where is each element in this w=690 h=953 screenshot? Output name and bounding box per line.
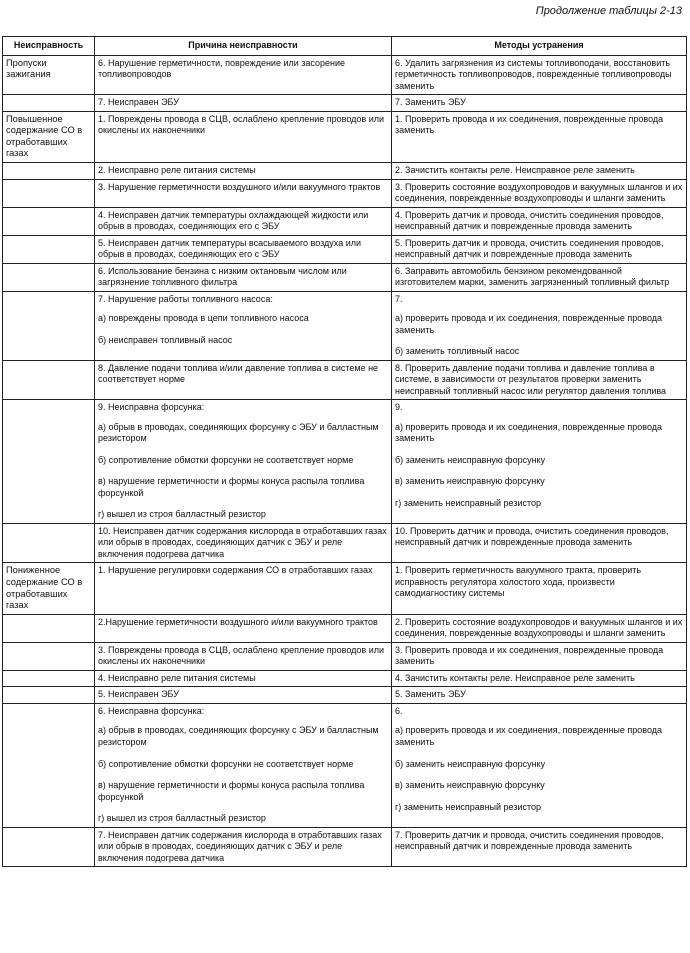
cause-text: г) вышел из строя балластный резистор xyxy=(98,813,266,824)
malfunction-cell xyxy=(3,642,95,670)
table-row xyxy=(3,670,687,687)
remedy-text: 2. Проверить состояние воздухопроводов и вакуумных шлангов и их соединения, поврежденные воздухопроводы и шланги заменить xyxy=(395,616,683,639)
malfunction-cell xyxy=(3,360,95,400)
cause-text: 1. Нарушение регулировки содержания СО в отработавших газах xyxy=(98,565,373,576)
remedy-text: 4. Зачистить контакты реле. Неисправное реле заменить xyxy=(395,672,635,683)
table-row xyxy=(3,563,687,614)
table-row xyxy=(3,400,687,524)
table-row xyxy=(3,95,687,112)
remedy-text: 7. Заменить ЭБУ xyxy=(395,97,466,108)
cause-text: 4. Неисправен датчик температуры охлаждающей жидкости или обрыв в проводах, соединяющих его с ЭБУ xyxy=(98,209,369,232)
cause-cell xyxy=(95,614,392,642)
cause-text: б) сопротивление обмотки форсунки не соответствует норме xyxy=(98,454,354,465)
cause-text: в) нарушение герметичности и формы конуса распыла топлива форсункой xyxy=(98,476,365,498)
remedy-text: 8. Проверить давление подачи топлива и давление топлива в системе, в зависимости от результатов проверки заменить неисправный топливный насос или регулятор давления топлива xyxy=(395,362,667,396)
header-cause: Причина неисправности xyxy=(95,37,392,56)
cause-text: 6. Нарушение герметичности, повреждение или засорение топливопроводов xyxy=(98,57,346,80)
table-row xyxy=(3,360,687,400)
cause-cell xyxy=(95,670,392,687)
cause-cell xyxy=(95,827,392,867)
table-row xyxy=(3,523,687,563)
remedy-cell xyxy=(392,163,687,180)
cause-text: 3. Нарушение герметичности воздушного и/или вакуумного трактов xyxy=(98,181,381,192)
table-row xyxy=(3,55,687,95)
remedy-text: б) заменить неисправную форсунку xyxy=(395,454,546,465)
cause-cell xyxy=(95,400,392,524)
cause-text: 6. Неисправна форсунка: xyxy=(98,705,205,716)
cause-cell xyxy=(95,687,392,704)
cause-cell xyxy=(95,263,392,291)
remedy-text: 2. Зачистить контакты реле. Неисправное реле заменить xyxy=(395,165,635,176)
remedy-cell xyxy=(392,703,687,827)
remedy-cell xyxy=(392,400,687,524)
cause-text: 8. Давление подачи топлива и/или давление топлива в системе не соответствует норме xyxy=(98,362,379,385)
cause-cell xyxy=(95,523,392,563)
remedy-text: б) заменить топливный насос xyxy=(395,346,520,357)
remedy-text: 6. Удалить загрязнения из системы топливоподачи, восстановить герметичность топливопроводов, поврежденные топливопроводы заменить xyxy=(395,57,672,91)
cause-text: 5. Неисправен датчик температуры всасываемого воздуха или обрыв в проводах, соединяющих его с ЭБУ xyxy=(98,237,362,260)
cause-text: 2.Нарушение герметичности воздушного и/или вакуумного трактов xyxy=(98,616,378,627)
remedy-cell xyxy=(392,614,687,642)
remedy-text: г) заменить неисправный резистор xyxy=(395,497,542,508)
table-row xyxy=(3,687,687,704)
malfunction-cell xyxy=(3,291,95,360)
table-row xyxy=(3,235,687,263)
table-row xyxy=(3,614,687,642)
table-row xyxy=(3,291,687,360)
malfunction-cell xyxy=(3,263,95,291)
malfunction-cell: Повышенное содержание СО в отработавших газах xyxy=(3,111,95,162)
remedy-cell xyxy=(392,263,687,291)
remedy-text: 4. Проверить датчик и провода, очистить соединения проводов, неисправный датчик и поврежденные провода заменить xyxy=(395,209,664,232)
cause-text: 6. Использование бензина с низким октановым числом или загрязнение топливного фильтра xyxy=(98,265,347,288)
cause-cell xyxy=(95,563,392,614)
cause-text: а) обрыв в проводах, соединяющих форсунку с ЭБУ и балластным резистором xyxy=(98,725,379,747)
malfunction-cell xyxy=(3,95,95,112)
remedy-cell xyxy=(392,235,687,263)
remedy-text: 7. xyxy=(395,293,403,304)
table-row xyxy=(3,179,687,207)
remedy-cell xyxy=(392,95,687,112)
remedy-cell xyxy=(392,642,687,670)
remedy-cell xyxy=(392,563,687,614)
malfunction-cell xyxy=(3,163,95,180)
cause-text: 4. Неисправно реле питания системы xyxy=(98,672,256,683)
remedy-text: а) проверить провода и их соединения, поврежденные провода заменить xyxy=(395,725,663,747)
remedy-cell xyxy=(392,179,687,207)
remedy-text: 3. Проверить провода и их соединения, поврежденные провода заменить xyxy=(395,644,664,667)
cause-text: б) неисправен топливный насос xyxy=(98,334,233,345)
malfunction-cell xyxy=(3,687,95,704)
cause-cell xyxy=(95,163,392,180)
remedy-text: в) заменить неисправную форсунку xyxy=(395,780,545,791)
continuation-note: Продолжение таблицы 2-13 xyxy=(535,5,682,17)
cause-text: 9. Неисправна форсунка: xyxy=(98,402,205,413)
remedy-cell xyxy=(392,207,687,235)
cause-text: в) нарушение герметичности и формы конуса распыла топлива форсункой xyxy=(98,780,365,802)
cause-text: 7. Неисправен датчик содержания кислорода в отработавших газах или обрыв в проводах, соединяющих датчик с ЭБУ и реле включения подогрева датчика xyxy=(98,829,382,863)
header-malfunction: Неисправность xyxy=(3,37,95,56)
cause-cell xyxy=(95,179,392,207)
cause-text: 2. Неисправно реле питания системы xyxy=(98,165,256,176)
remedy-cell xyxy=(392,291,687,360)
malfunction-cell: Пониженное содержание СО в отработавших газах xyxy=(3,563,95,614)
cause-cell xyxy=(95,291,392,360)
cause-cell xyxy=(95,111,392,162)
malfunction-cell xyxy=(3,670,95,687)
cause-text: 7. Нарушение работы топливного насоса: xyxy=(98,293,273,304)
malfunction-cell xyxy=(3,523,95,563)
cause-cell xyxy=(95,207,392,235)
malfunction-cell xyxy=(3,827,95,867)
cause-cell xyxy=(95,703,392,827)
malfunction-cell xyxy=(3,235,95,263)
malfunction-cell: Пропуски зажигания xyxy=(3,55,95,95)
remedy-cell xyxy=(392,687,687,704)
malfunction-cell xyxy=(3,179,95,207)
cause-cell xyxy=(95,95,392,112)
cause-cell xyxy=(95,360,392,400)
table-header-row xyxy=(3,37,687,56)
malfunction-cell xyxy=(3,400,95,524)
cause-cell xyxy=(95,235,392,263)
malfunction-cell xyxy=(3,614,95,642)
table-body xyxy=(3,55,687,867)
malfunction-cell xyxy=(3,207,95,235)
remedy-text: 5. Заменить ЭБУ xyxy=(395,689,466,700)
remedy-text: 6. Заправить автомобиль бензином рекомендованной изготовителем марки, заменить загрязненный топливный фильтр xyxy=(395,265,670,288)
table-row xyxy=(3,111,687,162)
cause-text: а) обрыв в проводах, соединяющих форсунку с ЭБУ и балластным резистором xyxy=(98,421,379,444)
table-row xyxy=(3,263,687,291)
cause-text: 7. Неисправен ЭБУ xyxy=(98,97,179,108)
remedy-text: г) заменить неисправный резистор xyxy=(395,801,542,812)
cause-text: г) вышел из строя балластный резистор xyxy=(98,509,266,520)
cause-text: б) сопротивление обмотки форсунки не соответствует норме xyxy=(98,758,354,769)
remedy-cell xyxy=(392,827,687,867)
remedy-cell xyxy=(392,670,687,687)
cause-text: 5. Неисправен ЭБУ xyxy=(98,689,179,700)
remedy-text: в) заменить неисправную форсунку xyxy=(395,476,545,487)
header-remedy: Методы устранения xyxy=(392,37,687,56)
table-row xyxy=(3,703,687,827)
remedy-text: а) проверить провода и их соединения, поврежденные провода заменить xyxy=(395,421,663,444)
remedy-cell xyxy=(392,55,687,95)
remedy-text: 1. Проверить провода и их соединения, поврежденные провода заменить xyxy=(395,113,664,136)
remedy-cell xyxy=(392,111,687,162)
cause-cell xyxy=(95,642,392,670)
table-row xyxy=(3,642,687,670)
remedy-text: 1. Проверить герметичность вакуумного тракта, проверить исправность регулятора холостого хода, произвести самодиагностику системы xyxy=(395,565,642,599)
cause-text: а) повреждены провода в цепи топливного насоса xyxy=(98,313,309,324)
remedy-cell xyxy=(392,523,687,563)
table-row xyxy=(3,207,687,235)
remedy-text: 9. xyxy=(395,402,403,413)
cause-text: 3. Повреждены провода в СЦВ, ослаблено крепление проводов или окислены их наконечники xyxy=(98,644,385,667)
remedy-text: 10. Проверить датчик и провода, очистить соединения проводов, неисправный датчик и поврежденные провода заменить xyxy=(395,525,669,548)
remedy-text: 5. Проверить датчик и провода, очистить соединения проводов, неисправный датчик и поврежденные провода заменить xyxy=(395,237,664,260)
remedy-cell xyxy=(392,360,687,400)
remedy-text: 7. Проверить датчик и провода, очистить соединения проводов, неисправный датчик и поврежденные провода заменить xyxy=(395,829,664,852)
remedy-text: 6. xyxy=(395,705,403,716)
malfunction-cell xyxy=(3,703,95,827)
cause-cell xyxy=(95,55,392,95)
troubleshooting-table xyxy=(2,36,687,867)
table-row xyxy=(3,827,687,867)
cause-text: 1. Повреждены провода в СЦВ, ослаблено крепление проводов или окислены их наконечники xyxy=(98,113,385,136)
cause-text: 10. Неисправен датчик содержания кислорода в отработавших газах или обрыв в проводах, соединяющих датчик с ЭБУ и реле включения подогрева датчика xyxy=(98,525,387,559)
remedy-text: 3. Проверить состояние воздухопроводов и вакуумных шлангов и их соединения, поврежденные воздухопроводы и шланги заменить xyxy=(395,181,683,204)
remedy-text: а) проверить провода и их соединения, поврежденные провода заменить xyxy=(395,313,663,335)
table-row xyxy=(3,163,687,180)
remedy-text: б) заменить неисправную форсунку xyxy=(395,758,546,769)
